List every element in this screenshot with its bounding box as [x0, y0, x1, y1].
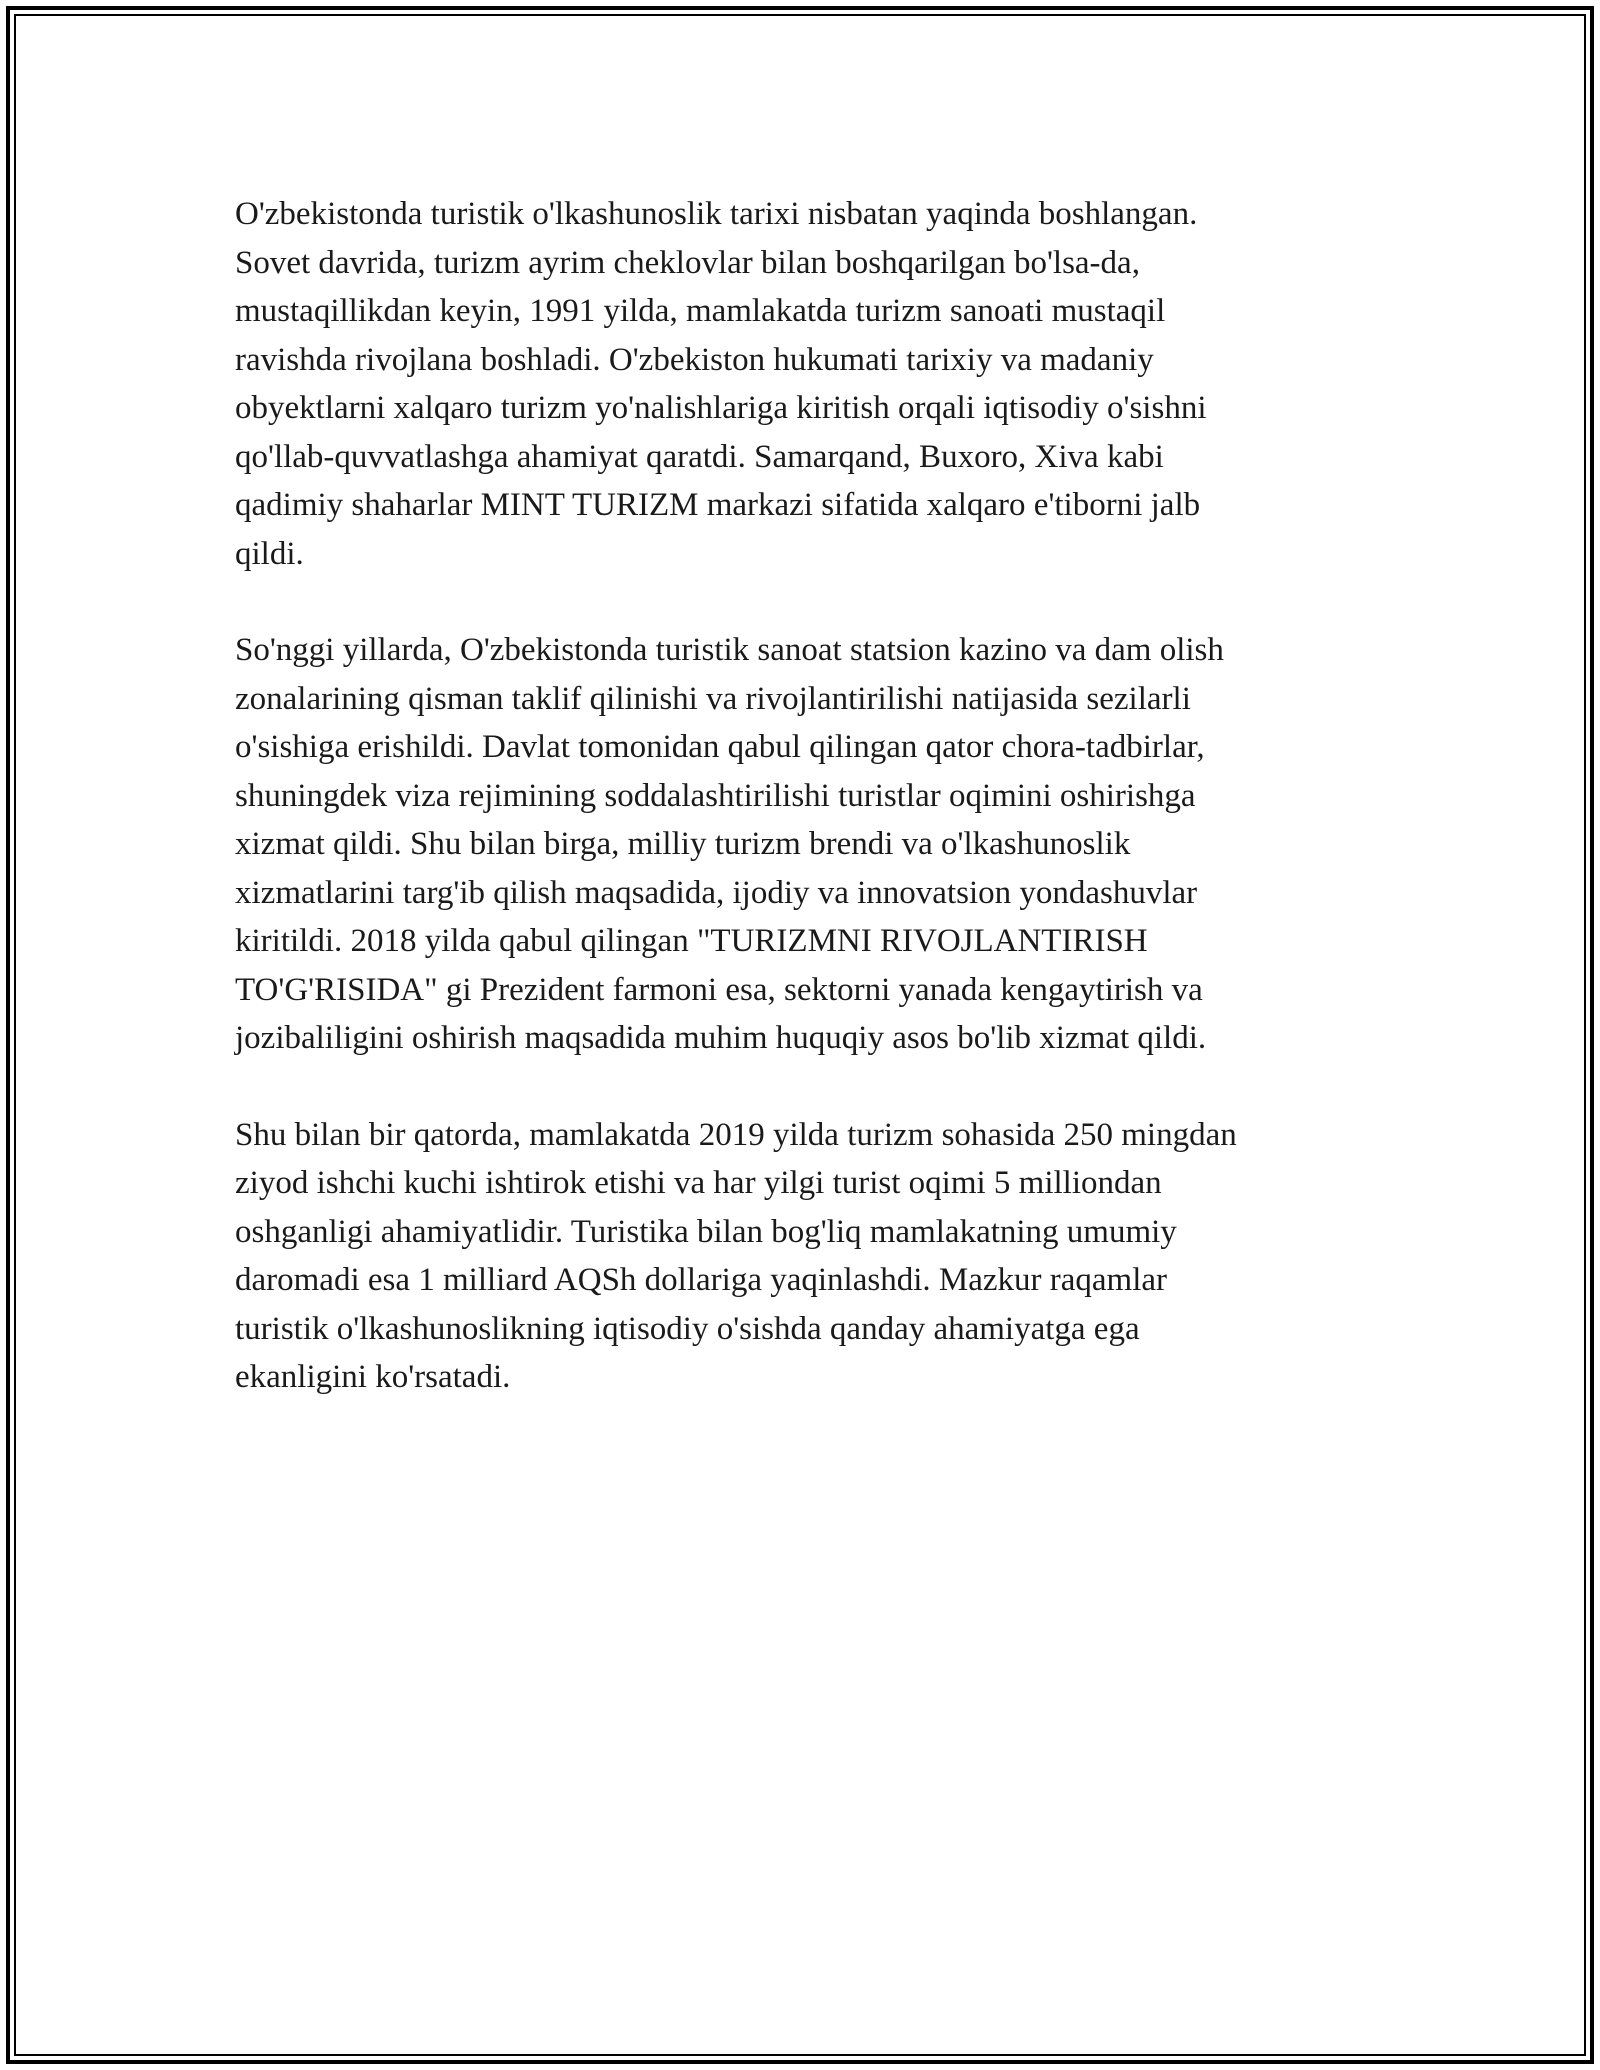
text-line: Shu bilan bir qatorda, mamlakatda 2019 yilda turizm sohasida 250 mingdan	[235, 1116, 1237, 1153]
text-line: shuningdek viza rejimining soddalashtirilishi turistlar oqimini oshirishga	[235, 777, 1196, 814]
text-line: O'zbekistonda turistik o'lkashunoslik tarixi nisbatan yaqinda boshlangan.	[235, 196, 1198, 232]
text-line: oshganligi ahamiyatlidir. Turistika bilan bog'liq mamlakatning umumiy	[235, 1213, 1177, 1250]
text-line: qo'llab-quvvatlashga ahamiyat qaratdi. Samarqand, Buxoro, Xiva kabi	[235, 438, 1164, 475]
text-line: xizmatlarini targ'ib qilish maqsadida, ijodiy va innovatsion yondashuvlar	[235, 874, 1198, 911]
text-line: qildi.	[235, 535, 304, 572]
text-line: ravishda rivojlana boshladi. O'zbekiston hukumati tarixiy va madaniy	[235, 341, 1154, 378]
text-line: ekanligini ko'rsatadi.	[235, 1359, 511, 1395]
document-body	[235, 190, 1375, 1450]
paragraph-2	[235, 626, 1375, 1063]
text-line: daromadi esa 1 milliard AQSh dollariga yaqinlashdi. Mazkur raqamlar	[235, 1262, 1167, 1298]
text-line: ziyod ishchi kuchi ishtirok etishi va har yilgi turist oqimi 5 milliondan	[235, 1165, 1162, 1201]
text-line: obyektlarni xalqaro turizm yo'nalishlariga kiritish orqali iqtisodiy o'sishni	[235, 390, 1207, 426]
paragraph-1	[235, 190, 1375, 578]
paragraph-3	[235, 1111, 1375, 1402]
text-line: So'nggi yillarda, O'zbekistonda turistik sanoat statsion kazino va dam olish	[235, 632, 1224, 668]
text-line: zonalarining qisman taklif qilinishi va rivojlantirilishi natijasida sezilarli	[235, 680, 1191, 717]
text-line: o'sishiga erishildi. Davlat tomonidan qabul qilingan qator chora-tadbirlar,	[235, 729, 1205, 765]
text-line: mustaqillikdan keyin, 1991 yilda, mamlakatda turizm sanoati mustaqil	[235, 293, 1166, 329]
text-line: jozibaliligini oshirish maqsadida muhim huquqiy asos bo'lib xizmat qildi.	[235, 1020, 1207, 1056]
text-line: qadimiy shaharlar MINT TURIZM markazi sifatida xalqaro e'tiborni jalb	[235, 487, 1201, 523]
text-line: TO'G'RISIDA" gi Prezident farmoni esa, sektorni yanada kengaytirish va	[235, 971, 1203, 1008]
text-line: turistik o'lkashunoslikning iqtisodiy o'sishda qanday ahamiyatga ega	[235, 1310, 1140, 1347]
text-line: xizmat qildi. Shu bilan birga, milliy turizm brendi va o'lkashunoslik	[235, 826, 1131, 862]
text-line: kiritildi. 2018 yilda qabul qilingan "TURIZMNI RIVOJLANTIRISH	[235, 923, 1148, 959]
text-line: Sovet davrida, turizm ayrim cheklovlar bilan boshqarilgan bo'lsa-da,	[235, 244, 1140, 281]
